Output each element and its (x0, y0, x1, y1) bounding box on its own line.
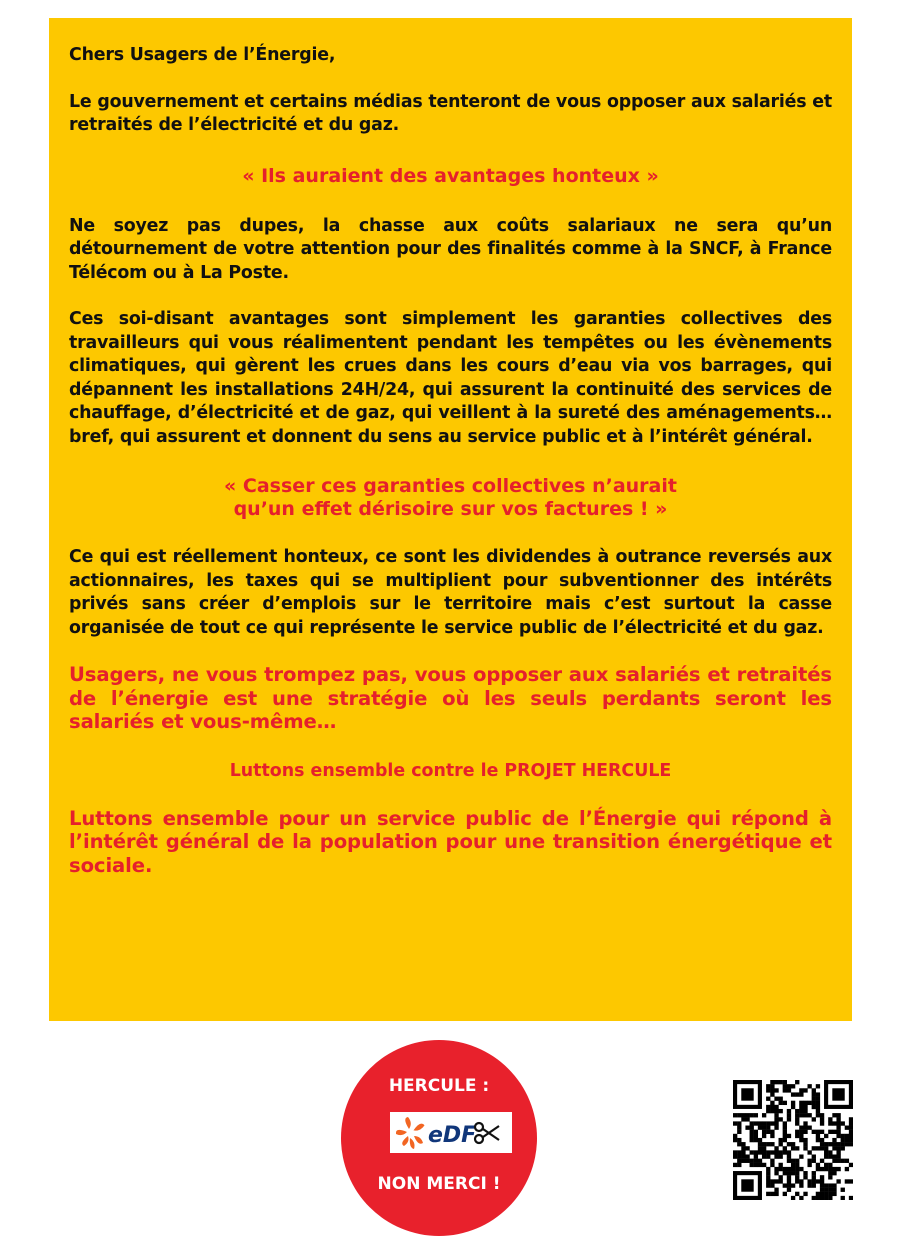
edf-sun-icon (396, 1117, 425, 1149)
quote-shameful-advantages: « Ils auraient des avantages honteux » (242, 164, 659, 187)
paragraph-dividends: Ce qui est réellement honteux, ce sont les dividendes à outrance reversés aux actionnaires, les taxes qui se multiplient pour subventionner des intérêts privés sans créer d’emplois sur le territoire mais c’est surtout la casse organisée de tout ce qui représente le service public de l’électricité et du gaz. (69, 547, 832, 638)
scissors-icon (475, 1123, 499, 1143)
quote-bills-line-2: qu’un effet dérisoire sur vos factures ! » (233, 498, 668, 520)
qr-code[interactable] (733, 1080, 853, 1200)
slogan-prefix: Luttons ensemble contre le (229, 760, 505, 781)
edf-wordmark: eDF (428, 1123, 477, 1148)
greeting: Chers Usagers de l’Énergie, (69, 45, 336, 65)
closing-paragraph: Luttons ensemble pour un service public de l’Énergie qui répond à l’intérêt général de la population pour une transition énergétique et sociale. (69, 806, 832, 877)
intro-paragraph: Le gouvernement et certains médias tenteront de vous opposer aux salariés et retraités de l’électricité et du gaz. (69, 91, 832, 135)
quote-bills (69, 475, 832, 521)
warning-paragraph: Usagers, ne vous trompez pas, vous opposer aux salariés et retraités de l’énergie est une stratégie où les seuls perdants seront les salariés et vous-même… (69, 663, 832, 733)
edf-logo (390, 1112, 512, 1153)
paragraph-collective-guarantees: Ces soi-disant avantages sont simplement les garanties collectives des travailleurs qui vous réalimentent pendant les tempêtes ou les évènements climatiques, qui gèrent les crues dans les cours d’eau via vos barrages, qui dépannent les installations 24H/24, qui assurent la continuité des services de chauffage, d’électricité et de gaz, qui veillent à la sureté des aménagements… bref, qui assurent et donnent du sens au service public et à l’intérêt général. (69, 309, 832, 447)
badge-slogan: NON MERCI ! (377, 1174, 501, 1194)
quote-bills-line-1: « Casser ces garanties collectives n’aurait (224, 475, 677, 497)
slogan-project-name: PROJET HERCULE (504, 760, 672, 781)
hercule-non-merci-badge (341, 1040, 537, 1236)
badge-title: HERCULE : (388, 1076, 490, 1096)
tract-panel (49, 18, 852, 1021)
paragraph-cost-hunting: Ne soyez pas dupes, la chasse aux coûts salariaux ne sera qu’un détournement de votre attention pour des finalités comme à la SNCF, à France Télécom ou à La Poste. (69, 215, 832, 283)
slogan-hercule (69, 760, 832, 783)
